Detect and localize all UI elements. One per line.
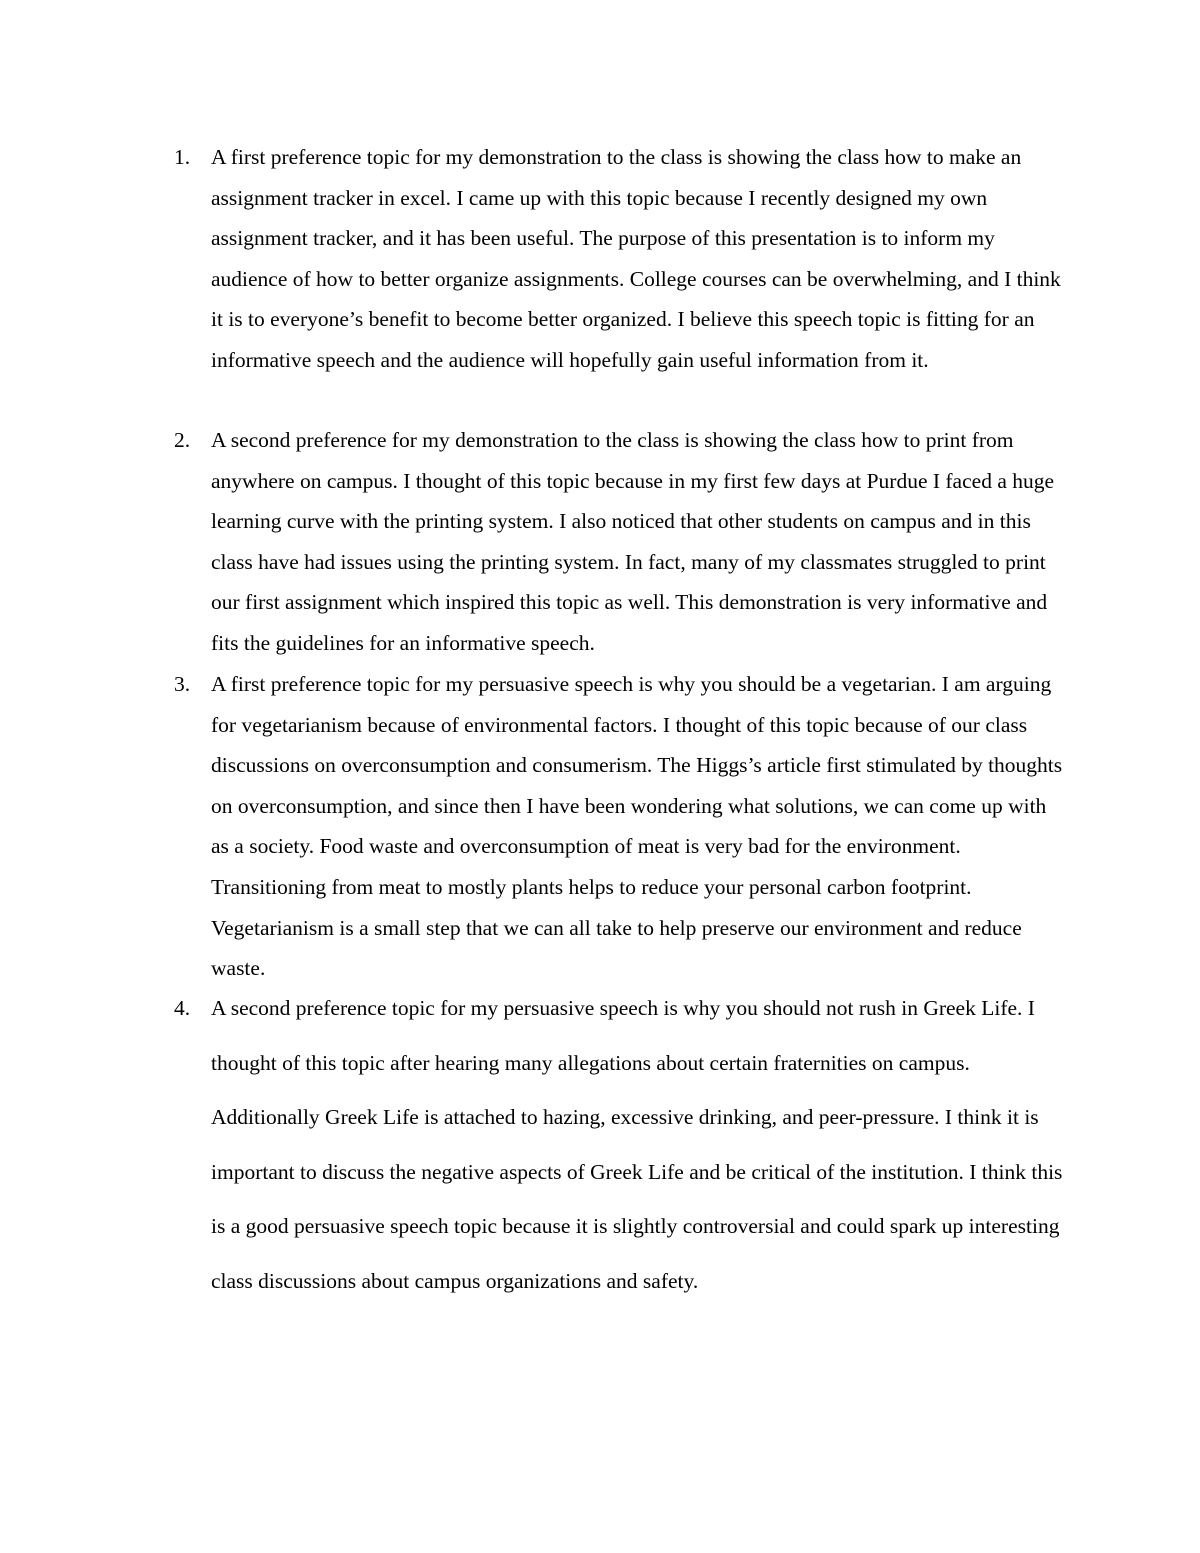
list-item-text: A first preference topic for my demonstration to the class is showing the class how to make an assignment tracker in excel. I came up with this topic because I recently designed my own assignment tracker, and it has been useful. The purpose of this presentation is to inform my audience of how to better organize assignments. College courses can be overwhelming, and I think it is to everyone’s benefit to become better organized. I believe this speech topic is fitting for an informative speech and the audience will hopefully gain useful information from it. [211, 145, 1061, 372]
list-item-number: 3. [174, 672, 191, 696]
list-item-number: 4. [174, 996, 191, 1020]
list-item-text: A second preference topic for my persuasive speech is why you should not rush in Greek Life. I thought of this topic after hearing many allegations about certain fraternities on campus. Additionally Greek Life is attached to hazing, excessive drinking, and peer-pressure. I think it is important to discuss the negative aspects of Greek Life and be critical of the institution. I think this is a good persuasive speech topic because it is slightly controversial and could spark up interesting class discussions about campus organizations and safety. [211, 996, 1063, 1293]
list-item-text: A second preference for my demonstration to the class is showing the class how to print from anywhere on campus. I thought of this topic because in my first few days at Purdue I faced a huge learning curve with the printing system. I also noticed that other students on campus and in this class have had issues using the printing system. In fact, many of my classmates struggled to print our first assignment which inspired this topic as well. This demonstration is very informative and fits the guidelines for an informative speech. [211, 428, 1055, 655]
list-item-number: 1. [174, 145, 191, 169]
list-item-number: 2. [174, 428, 191, 452]
list-item-text: A first preference topic for my persuasive speech is why you should be a vegetarian. I am arguing for vegetarianism because of environmental factors. I thought of this topic because of our class discussions on overconsumption and consumerism. The Higgs’s article first stimulated by thoughts on overconsumption, and since then I have been wondering what solutions, we can come up with as a society. Food waste and overconsumption of meat is very bad for the environment. Transitioning from meat to mostly plants helps to reduce your personal carbon footprint. Vegetarianism is a small step that we can all take to help preserve our environment and reduce waste. [211, 672, 1063, 981]
